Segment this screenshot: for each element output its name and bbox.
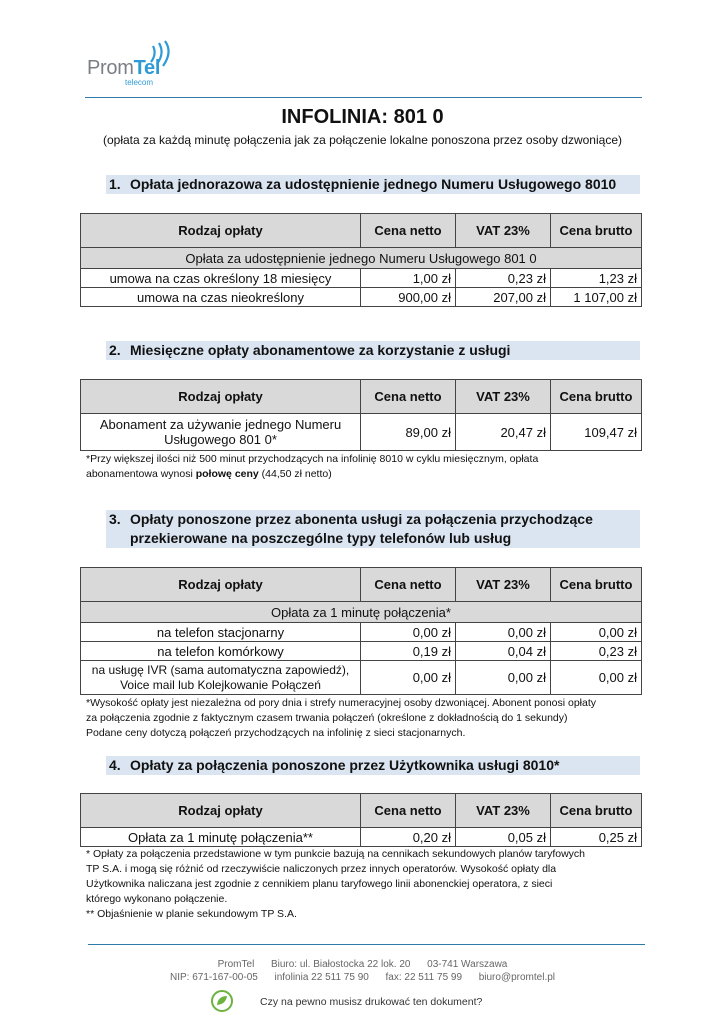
table-header-row: Rodzaj opłaty Cena netto VAT 23% Cena brutto — [81, 380, 642, 414]
page-title: INFOLINIA: 801 0 — [281, 106, 444, 128]
section-2-note: *Przy większej ilości niż 500 minut przychodzących na infolinię 8010 w cyklu miesięcznym, opłata abonamentowa wynosi połowę ceny (44,50 zł netto) — [86, 453, 539, 480]
section-2-table — [80, 379, 642, 451]
table-row: umowa na czas nieokreślony 900,00 zł 207,00 zł 1 107,00 zł — [81, 288, 642, 307]
footer-contact: NIP: 671-167-00-05 infolinia 22 511 75 90 fax: 22 511 75 99 biuro@promtel.pl — [169, 972, 555, 983]
logo-wordmark: PromTel — [87, 57, 161, 79]
section-4-heading: 4. Opłaty za połączenia ponoszone przez Użytkownika usługi 8010* — [106, 756, 640, 775]
table-header-row — [81, 214, 642, 248]
footer-address: PromTel Biuro: ul. Białostocka 22 lok. 20 03-741 Warszawa — [217, 959, 508, 970]
page-subtitle: (opłata za każdą minutę połączenia jak za połączenie lokalne ponoszona przez osoby dzwoniące) — [103, 133, 622, 147]
table-row: na usługę IVR (sama automatyczna zapowiedź), Voice mail lub Kolejkowanie Połączeń 0,00 zł 0,00 zł 0,00 zł — [81, 661, 642, 695]
section-3-heading: 3. Opłaty ponoszone przez abonenta usługi za połączenia przychodzące przekierowane na poszczególne typy telefonów lub usług — [106, 510, 640, 548]
group-row: Opłata za udostępnienie jednego Numeru Usługowego 801 0 — [81, 248, 642, 269]
col-vat: VAT 23% — [456, 214, 551, 248]
col-type: Rodzaj opłaty — [81, 214, 361, 248]
section-4-table — [80, 793, 642, 847]
section-2-heading: 2. Miesięczne opłaty abonamentowe za korzystanie z usługi — [106, 341, 640, 360]
footer-divider — [88, 944, 645, 945]
table-row: Opłata za 1 minutę połączenia** 0,20 zł 0,05 zł 0,25 zł — [81, 828, 642, 847]
eco-message: Czy na pewno musisz drukować ten dokument? — [260, 996, 483, 1008]
col-net: Cena netto — [361, 214, 456, 248]
section-3-note: *Wysokość opłaty jest niezależna od pory dnia i strefy numeracyjnej osoby dzwoniącej. Abonent ponosi opłaty za połączenia zgodnie z faktycznym czasem trwania połączeń (określone z dokładnością do 1 sekundy) Podane ceny dotyczą połączeń przychodzących na infolinię z sieci stacjonarnych. — [86, 697, 597, 739]
group-row: Opłata za 1 minutę połączenia* — [81, 602, 642, 623]
col-gross: Cena brutto — [551, 214, 642, 248]
table-header-row: Rodzaj opłaty Cena netto VAT 23% Cena brutto — [81, 794, 642, 828]
promtel-logo — [85, 40, 185, 90]
table-header-row: Rodzaj opłaty Cena netto VAT 23% Cena brutto — [81, 568, 642, 602]
table-row: na telefon komórkowy 0,19 zł 0,04 zł 0,23 zł — [81, 642, 642, 661]
table-row: umowa na czas określony 18 miesięcy 1,00 zł 0,23 zł 1,23 zł — [81, 269, 642, 288]
section-3-table — [80, 567, 642, 695]
table-row: na telefon stacjonarny 0,00 zł 0,00 zł 0,00 zł — [81, 623, 642, 642]
logo-subtitle: telecom — [125, 78, 154, 87]
header-divider — [85, 97, 642, 98]
section-1-table — [80, 213, 642, 307]
table-row: Abonament za używanie jednego Numeru Usługowego 801 0* 89,00 zł 20,47 zł 109,47 zł — [81, 414, 642, 451]
section-4-note: * Opłaty za połączenia przedstawione w tym punkcie bazują na cennikach sekundowych planów taryfowych TP S.A. i mogą się różnić od rzeczywiście naliczonych przez innych operatorów. Wysokość opłaty dla Użytkownika naliczana jest zgodnie z cennikiem planu taryfowego linii abonenckiej operatora, z sieci którego wykonano połączenie. ** Objaśnienie w planie sekundowym TP S.A. — [86, 848, 586, 920]
section-1-heading: 1. Opłata jednorazowa za udostępnienie jednego Numeru Usługowego 8010 — [106, 175, 640, 194]
eco-leaf-icon — [211, 990, 233, 1012]
